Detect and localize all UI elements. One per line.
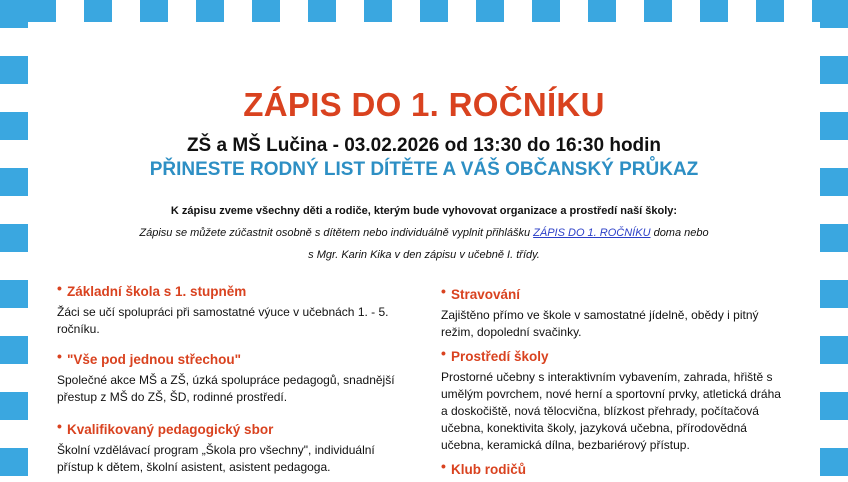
border-square [196, 0, 224, 22]
section-under-one-roof [57, 348, 402, 406]
bullet-icon: • [441, 458, 446, 474]
bullet-icon: • [57, 418, 62, 434]
documents-notice: PŘINESTE RODNÝ LIST DÍTĚTE A VÁŠ OBČANSKÝ PRŮKAZ [149, 159, 699, 180]
bullet-icon: • [441, 345, 446, 361]
border-square [644, 0, 672, 22]
page-title: ZÁPIS DO 1. ROČNÍKU [243, 86, 605, 123]
section-heading: • Prostředí školy [441, 345, 549, 364]
intro-line-2-before: Zápisu se můžete zúčastnit osobně s dítětem nebo individuálně vyplnit přihlášku [139, 227, 534, 239]
bullet-icon: • [57, 348, 62, 364]
border-square [700, 0, 728, 22]
border-square [820, 56, 848, 84]
bullet-icon: • [57, 280, 62, 296]
border-square [756, 0, 784, 22]
border-square [0, 56, 28, 84]
intro-line-2-after: doma nebo [650, 227, 709, 239]
section-primary-school [57, 280, 402, 338]
checkered-border-left [0, 0, 28, 480]
intro-invitation: K zápisu zveme všechny děti a rodiče, kterým bude vyhovovat organizace a prostředí naší školy: [170, 205, 678, 217]
border-square [252, 0, 280, 22]
section-teaching-staff [57, 418, 402, 476]
section-body: Společné akce MŠ a ZŠ, úzká spolupráce pedagogů, snadnější přestup z MŠ do ZŠ, ŠD, rodinné prostředí. [57, 373, 395, 404]
border-square [476, 0, 504, 22]
border-square [820, 448, 848, 476]
section-heading: • Klub rodičů [441, 458, 526, 477]
border-square [820, 280, 848, 308]
intro-line-2 [0, 227, 848, 239]
section-school-environment [441, 345, 786, 454]
border-square [588, 0, 616, 22]
border-square [0, 448, 28, 476]
section-heading: • Stravování [441, 283, 521, 302]
border-square [0, 0, 28, 28]
border-square [820, 392, 848, 420]
border-square [140, 0, 168, 22]
section-heading: • Základní škola s 1. stupněm [57, 280, 247, 299]
border-square [532, 0, 560, 22]
application-link[interactable]: ZÁPIS DO 1. ROČNÍKU [533, 227, 651, 239]
checkered-border-right [820, 0, 848, 480]
checkered-border-top [0, 0, 848, 22]
border-square [84, 0, 112, 22]
border-square [28, 0, 56, 22]
border-square [308, 0, 336, 22]
section-body: Žáci se učí spolupráci při samostatné výuce v učebnách 1. - 5. ročníku. [57, 305, 389, 336]
section-body: Zajištěno přímo ve škole v samostatné jídelně, obědy i pitný režim, dopolední svačinky. [441, 308, 759, 339]
border-square [364, 0, 392, 22]
section-body: Prostorné učebny s interaktivním vybavením, zahrada, hřiště s umělým povrchem, nové herní a sportovní prvky, atletická dráha a doskočiště, nová tělocvična, blízkost přehrady, počítačová učebna, konektivita školy, jazyková učebna, přírodovědná učebna, keramická dílna, bezbariérový přístup. [441, 370, 781, 452]
intro-line-3: s Mgr. Karin Kika v den zápisu v učebně I. třídy. [308, 249, 540, 261]
border-square [420, 0, 448, 22]
border-square [820, 0, 848, 28]
section-catering [441, 283, 786, 341]
bullet-icon: • [441, 283, 446, 299]
border-square [0, 336, 28, 364]
event-subtitle: ZŠ a MŠ Lučina - 03.02.2026 od 13:30 do 16:30 hodin [186, 135, 662, 156]
section-body: Školní vzdělávací program „Škola pro všechny", individuální přístup k dětem, školní asistent, asistent pedagoga. [57, 443, 375, 474]
section-heading: • "Vše pod jednou střechou" [57, 348, 242, 367]
section-parents-club [441, 458, 786, 482]
section-heading: • Kvalifikovaný pedagogický sbor [57, 418, 274, 437]
border-square [0, 392, 28, 420]
border-square [820, 336, 848, 364]
border-square [0, 280, 28, 308]
